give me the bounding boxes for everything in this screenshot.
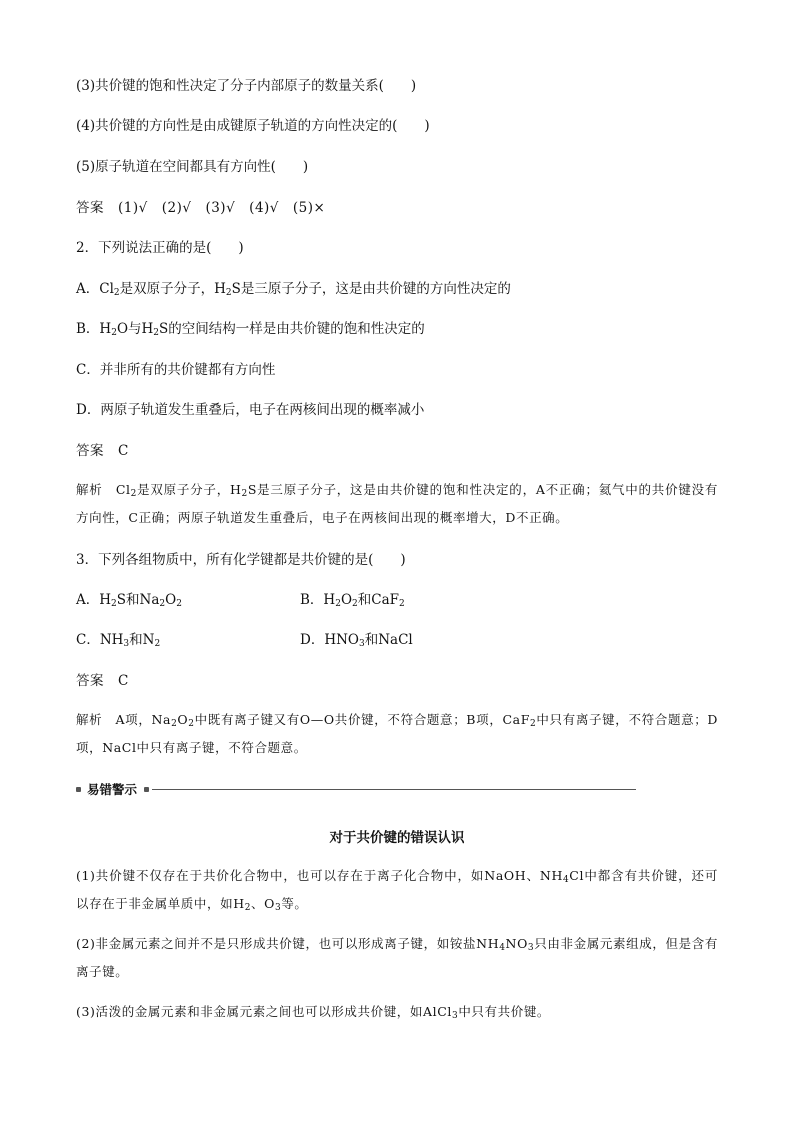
question-2-option-a: A．$Cl_2$是双原子分子，$H_2S$是三原子分子，这是由共价键的方向性决定的 [76,281,511,298]
tips-paragraph-3: (3)活泼的金属元素和非金属元素之间也可以形成共价键，如AlCl$_3$中只有共价键。 [76,1004,551,1021]
analysis-2: 解析 $Cl_2$是双原子分子，$H_2S$是三原子分子，这是由共价键的饱和性决定的，A不正确；氦气中的共价键没有方向性，C正确；两原子轨道发生重叠后，电子在两核间出现的概率增大，D不正确。 [76,482,718,525]
question-3-stem: 3．下列各组物质中，所有化学键都是共价键的是( ) [76,552,406,568]
answer-1: 答案 (1)√ (2)√ (3)√ (4)√ (5)× [76,200,326,216]
question-3-option-c: C．$NH_3$和$N_2$ [76,632,161,649]
tips-paragraph-2: (2)非金属元素之间并不是只形成共价键，也可以形成离子键，如铵盐$NH_4NO_3$只由非金属元素组成，但是含有离子键。 [76,936,718,979]
question-2-stem: 2．下列说法正确的是( ) [76,240,244,256]
statement-3: (3)共价键的饱和性决定了分子内部原子的数量关系( ) [76,78,417,94]
tips-header [76,780,636,800]
question-3-option-a: A．$H_2S$和$Na_2O_2$ [76,592,182,609]
question-3-option-b: B．$H_2O_2$和CaF$_2$ [300,592,405,609]
bullet-square-icon [76,787,81,792]
question-2-option-c: C．并非所有的共价键都有方向性 [76,362,276,378]
question-3-option-d: D．$HNO_3$和NaCl [300,632,413,649]
bullet-square-icon [144,787,149,792]
tips-paragraph-1: (1)共价键不仅存在于共价化合物中，也可以存在于离子化合物中，如NaOH、$NH_4Cl$中都含有共价键，还可以存在于非金属单质中，如$H_2$、$O_3$等。 [76,868,719,913]
tips-title: 易错警示 [87,782,138,797]
question-2-option-d: D．两原子轨道发生重叠后，电子在两核间出现的概率减小 [76,402,425,418]
analysis-3: 解析 A项，$Na_2O_2$中既有离子键又有O—O共价键，不符合题意；B项，CaF$_2$中只有离子键，不符合题意；D项，NaCl中只有离子键，不符合题意。 [76,712,718,755]
tips-heading: 对于共价键的错误认识 [329,830,465,846]
answer-3: 答案 C [76,673,129,689]
statement-4: (4)共价键的方向性是由成键原子轨道的方向性决定的( ) [76,118,430,134]
question-2-option-b: B．$H_2O$与$H_2S$的空间结构一样是由共价键的饱和性决定的 [76,321,425,338]
divider-line [152,789,636,790]
answer-2: 答案 C [76,443,129,459]
statement-5: (5)原子轨道在空间都具有方向性( ) [76,159,309,175]
